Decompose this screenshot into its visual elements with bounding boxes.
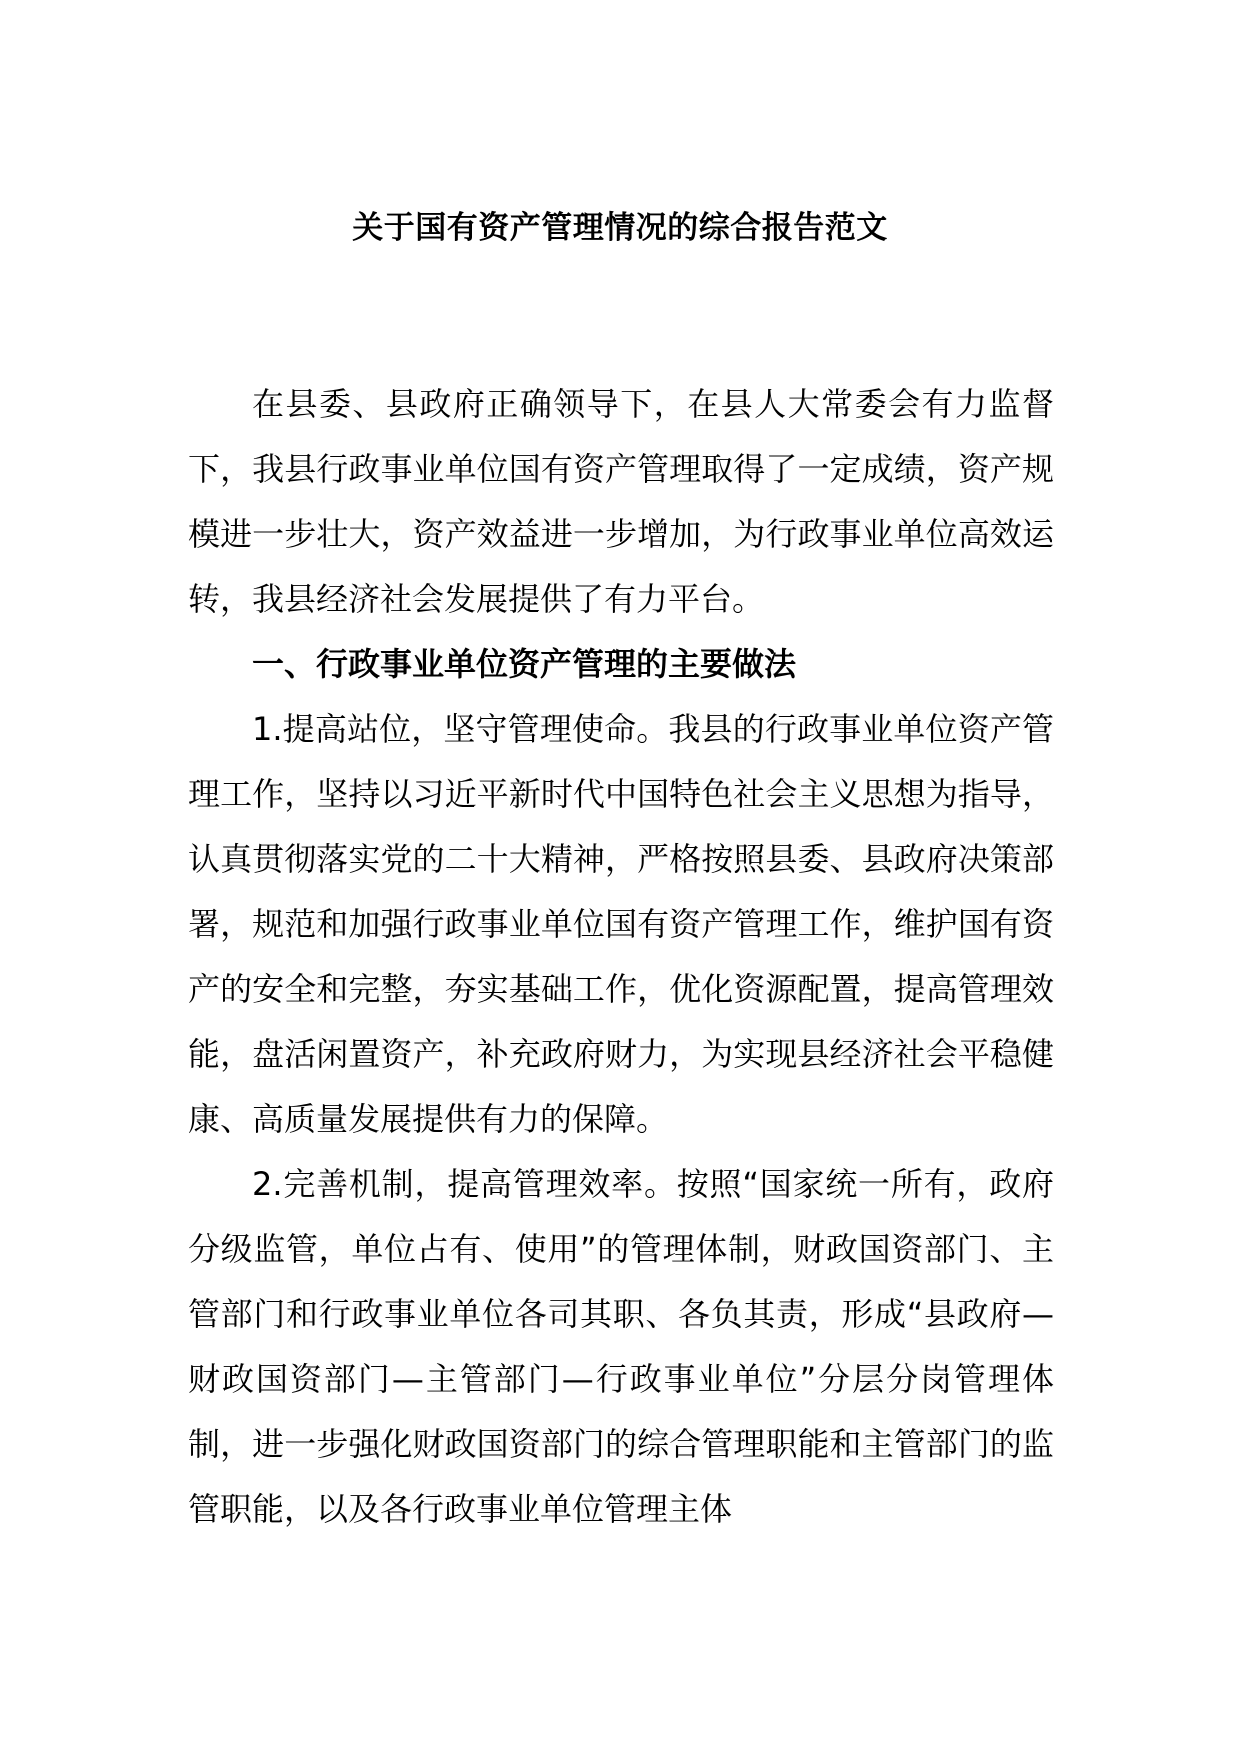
paragraph-intro: 在县委、县政府正确领导下，在县人大常委会有力监督下，我县行政事业单位国有资产管理取得了一定成绩，资产规模进一步壮大，资产效益进一步增加，为行政事业单位高效运转，我县经济社会发展提供了有力平台。 (188, 385, 1054, 618)
document-body (188, 372, 1054, 1542)
paragraph-item-2: 2.完善机制，提高管理效率。按照“国家统一所有，政府分级监管，单位占有、使用”的管理体制，财政国资部门、主管部门和行政事业单位各司其职、各负其责，形成“县政府—财政国资部门—主管部门—行政事业单位”分层分岗管理体制，进一步强化财政国资部门的综合管理职能和主管部门的监管职能，以及各行政事业单位管理主体 (188, 1165, 1054, 1528)
paragraph-item-1: 1.提高站位，坚守管理使命。我县的行政事业单位资产管理工作，坚持以习近平新时代中国特色社会主义思想为指导，认真贯彻落实党的二十大精神，严格按照县委、县政府决策部署，规范和加强行政事业单位国有资产管理工作，维护国有资产的安全和完整，夯实基础工作，优化资源配置，提高管理效能，盘活闲置资产，补充政府财力，为实现县经济社会平稳健康、高质量发展提供有力的保障。 (188, 710, 1054, 1138)
document-title: 关于国有资产管理情况的综合报告范文 (352, 210, 888, 246)
section-heading-1: 一、行政事业单位资产管理的主要做法 (252, 645, 797, 683)
